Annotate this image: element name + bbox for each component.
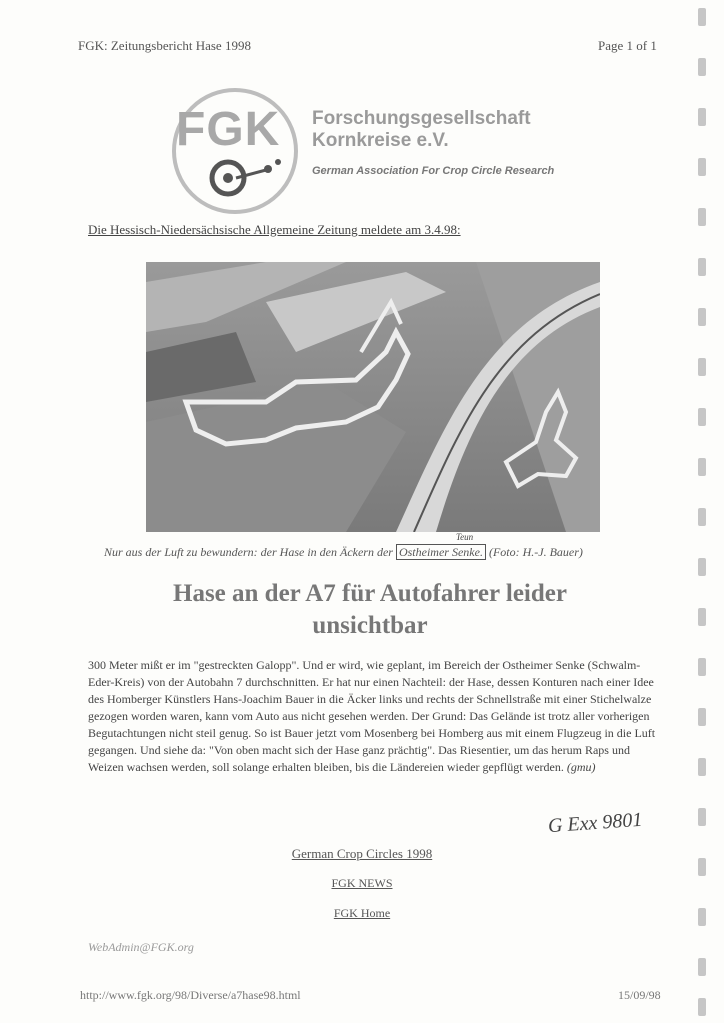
caption-credit: (Foto: H.-J. Bauer) bbox=[488, 545, 583, 559]
logo-mark: FGK bbox=[176, 103, 281, 156]
article-signature: (gmu) bbox=[566, 760, 596, 774]
intro-line: Die Hessisch-Niedersächsische Allgemeine Zeitung meldete am 3.4.98: bbox=[88, 222, 461, 237]
footer-url: http://www.fgk.org/98/Diverse/a7hase98.html bbox=[80, 988, 301, 1002]
headline-line2: unsichtbar bbox=[312, 612, 428, 639]
footer-date: 15/09/98 bbox=[618, 988, 661, 1002]
page-number: Page 1 of 1 bbox=[598, 38, 657, 53]
handwritten-note: Teun bbox=[456, 532, 474, 542]
logo-name-line1: Forschungsgesellschaft bbox=[312, 108, 531, 129]
article-body bbox=[88, 657, 666, 776]
logo-name-line2: Kornkreise e.V. bbox=[312, 130, 449, 151]
headline bbox=[80, 578, 660, 642]
logo-subtitle: German Association For Crop Circle Research bbox=[312, 165, 555, 177]
caption-text: Nur aus der Luft zu bewundern: der Hase in den Äckern der bbox=[104, 545, 393, 559]
webadmin-email[interactable]: WebAdmin@FGK.org bbox=[88, 940, 194, 954]
link-german-crop-circles[interactable]: German Crop Circles 1998 bbox=[291, 846, 433, 861]
logo-emblem-icon bbox=[200, 156, 290, 202]
headline-line1: Hase an der A7 für Autofahrer leider bbox=[173, 580, 567, 607]
document-header-title: FGK: Zeitungsbericht Hase 1998 bbox=[78, 38, 251, 53]
link-fgk-home[interactable]: FGK Home bbox=[333, 906, 391, 920]
aerial-photo bbox=[146, 262, 600, 532]
link-fgk-news[interactable]: FGK NEWS bbox=[331, 876, 393, 890]
article-text: 300 Meter mißt er im "gestreckten Galopp". Und er wird, wie geplant, im Bereich der Ostheimer Senke (Schwalm-Eder-Kreis) von der Autobahn 7 durchschnitten. Er hat nur einen Nachteil: der Hase, dessen Konturen nach einer Idee des Homberger Künstlers Hans-Joachim Bauer in die Äcker links und rechts der Schnellstraße mit einer Stichelwalze gezogen worden waren, kann vom Auto aus nicht gesehen werden. Der Grund: Das Gelände ist trotz aller vorherigen Begutachtungen nicht steil genug. So ist Bauer jetzt vom Mosenberg bei Homberg aus mit einem Flugzeug in die Luft gegangen. Und siehe da: "Von oben macht sich der Hase ganz prächtig". Das Riesentier, um das herum Raps und Weizen wachsen werden, soll solange erhalten bleiben, bis die Ländereien wieder gepflügt werden. bbox=[88, 658, 656, 774]
caption-boxed-location: Ostheimer Senke. bbox=[396, 544, 486, 560]
handwritten-reference: G Exx 9801 bbox=[547, 808, 644, 838]
photo-caption bbox=[104, 545, 583, 560]
